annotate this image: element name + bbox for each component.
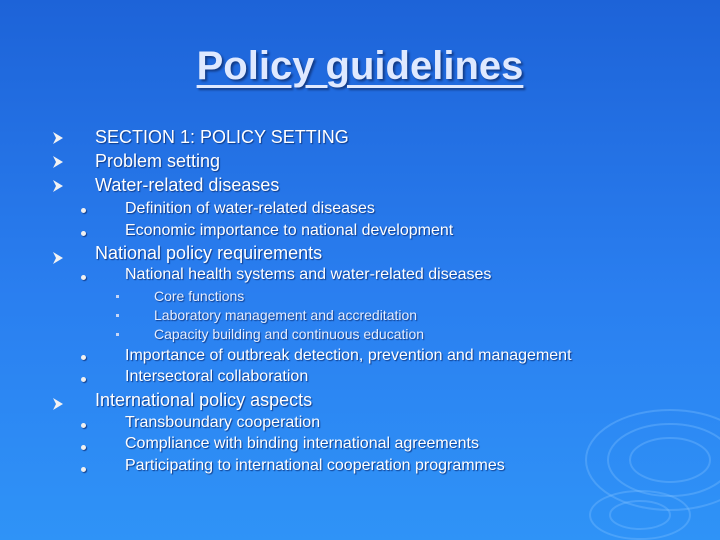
square-bullet-icon: [116, 314, 119, 317]
square-bullet-icon: [116, 333, 119, 336]
dot-bullet-icon: [81, 275, 86, 280]
slide-title: Policy guidelines: [196, 44, 524, 88]
list-item: Participating to international cooperation programmes: [125, 457, 505, 474]
arrow-bullet-icon: [52, 155, 64, 169]
list-item: Importance of outbreak detection, prevention and management: [125, 347, 572, 364]
list-item: Capacity building and continuous education: [154, 326, 425, 342]
list-item: National policy requirements: [95, 243, 323, 263]
dot-bullet-icon: [81, 445, 86, 450]
dot-bullet-icon: [81, 231, 86, 236]
list-item: Problem setting: [95, 151, 221, 171]
arrow-bullet-icon: [52, 179, 64, 193]
list-item: Economic importance to national development: [125, 222, 454, 239]
dot-bullet-icon: [81, 208, 86, 213]
arrow-bullet-icon: [52, 397, 64, 411]
arrow-bullet-icon: [52, 251, 64, 265]
list-item: SECTION 1: POLICY SETTING: [95, 127, 349, 147]
water-ripples-decoration: [520, 340, 720, 540]
dot-bullet-icon: [81, 467, 86, 472]
list-item: Water-related diseases: [95, 175, 280, 195]
dot-bullet-icon: [81, 355, 86, 360]
list-item: Intersectoral collaboration: [125, 368, 309, 385]
dot-bullet-icon: [81, 423, 86, 428]
dot-bullet-icon: [81, 377, 86, 382]
square-bullet-icon: [116, 295, 119, 298]
list-item: Laboratory management and accreditation: [154, 307, 418, 323]
list-item: Compliance with binding international agreements: [125, 435, 479, 452]
list-item: Transboundary cooperation: [125, 414, 321, 431]
list-item: International policy aspects: [95, 390, 313, 410]
list-item: National health systems and water-related diseases: [125, 266, 492, 283]
list-item: Core functions: [154, 288, 245, 304]
list-item: Definition of water-related diseases: [125, 200, 375, 217]
arrow-bullet-icon: [52, 131, 64, 145]
